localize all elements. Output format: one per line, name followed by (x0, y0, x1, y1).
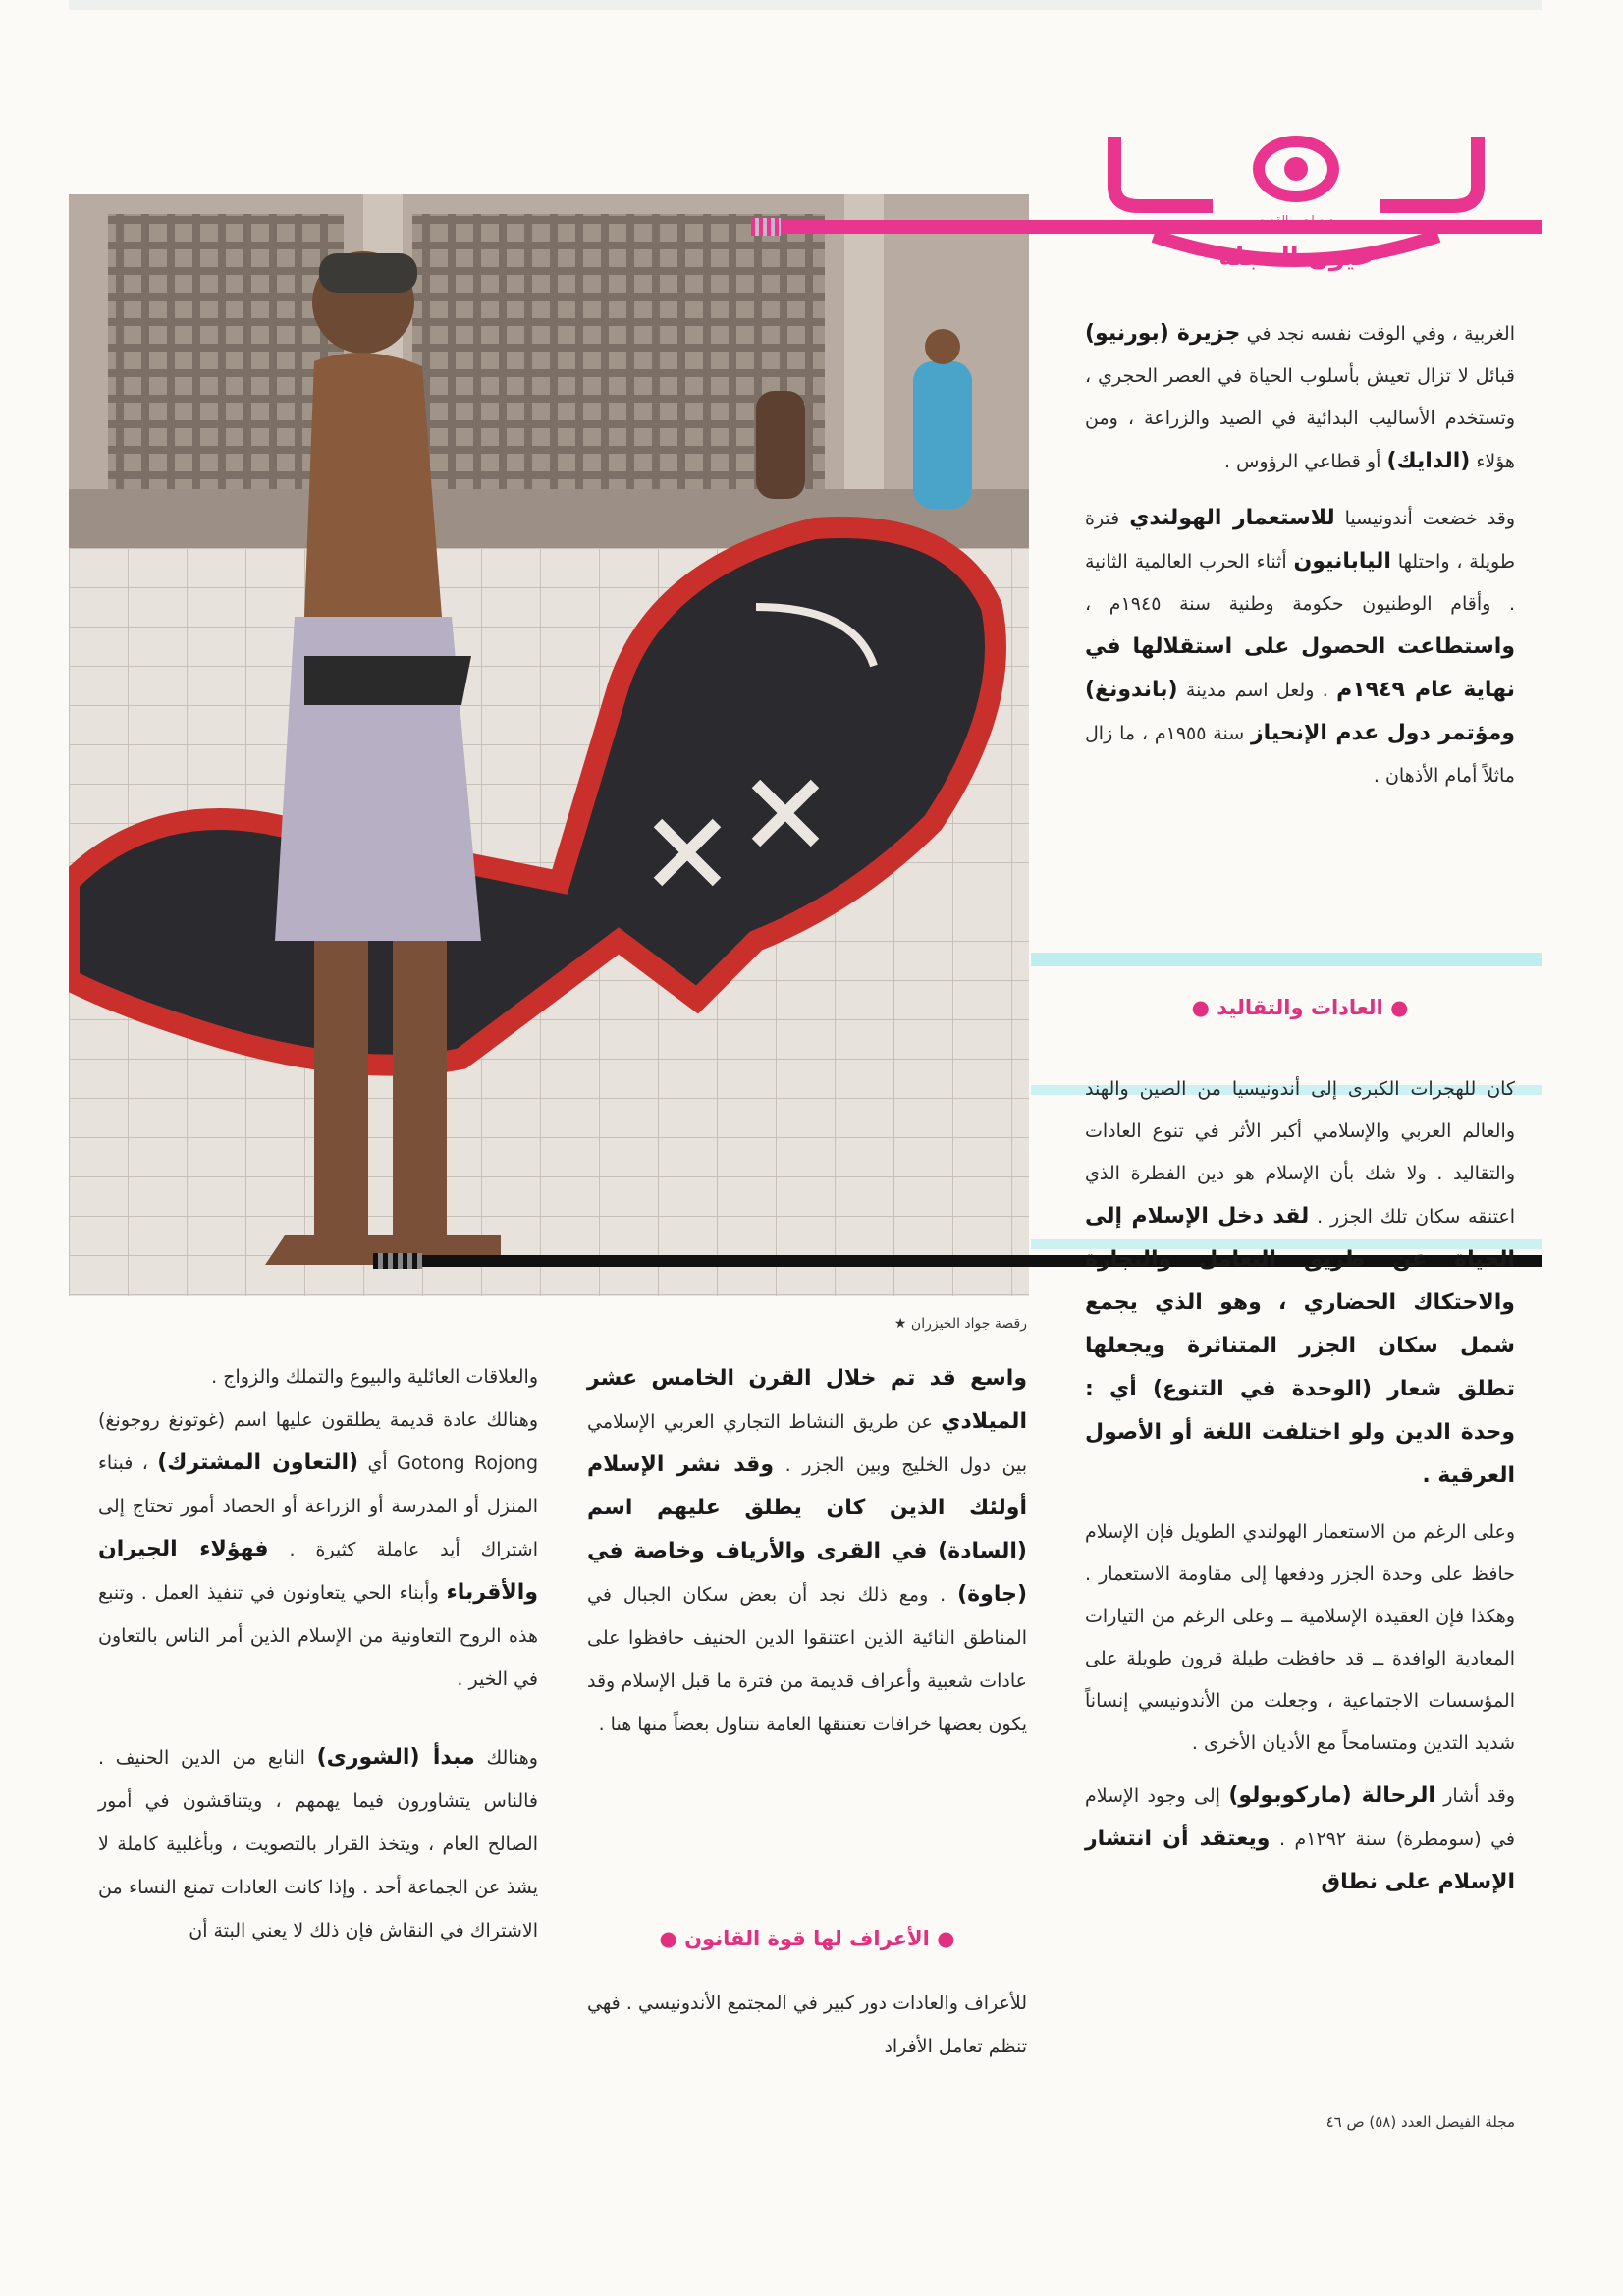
section-heading: ● الأعراف لها قوة القانون ● (659, 1927, 955, 1950)
top-scan-band (69, 0, 1542, 10)
paragraph: وقد أشار الرحالة (ماركوبولو) إلى وجود الإسلام في (سومطرة) سنة ١٢٩٢م . ويعتقد أن انتشار الإسلام على نطاق (1085, 1783, 1516, 1894)
paragraph: الغربية ، وفي الوقت نفسه نجد في جزيرة (بورنيو) قبائل لا تزال تعيش بأسلوب الحياة في العصر الحجري ، وتستخدم الأساليب البدائية في الصيد والزراعة ، ومن هؤلاء (الدايك) أو قطاعي الرؤوس . (1085, 321, 1515, 473)
logo-text: عيون المجلة (1218, 243, 1374, 272)
section-heading: ● العادات والتقاليد ● (1191, 996, 1409, 1019)
black-scan-glitch (373, 1253, 422, 1269)
dancer-photo (69, 194, 1029, 1296)
middle-column-bottom (587, 1982, 1027, 2068)
paragraph: وهنالك مبدأ (الشورى) النابع من الدين الحنيف . فالناس يتشاورون فيما يهمهم ، ويتناقشون في أمور الصالح العام ، ويتخذ القرار بالتصويت ، وبأغلبية كاملة لا يشذ عن الجماعة أحد . وإذا كانت العادات تمنع النساء من الاشتراك في النقاش فإن ذلك لا يعني البتة أن (98, 1745, 538, 1941)
right-column-top (1085, 312, 1515, 797)
magenta-rule-glitch (751, 218, 781, 236)
magenta-rule (756, 220, 1542, 234)
photo-caption: رقصة جواد الخيزران ★ (893, 1316, 1027, 1332)
paragraph: وعلى الرغم من الاستعمار الهولندي الطويل فإن الإسلام حافظ على وحدة الجزر ودفعها إلى مقاومة الاستعمار . وهكذا فإن العقيدة الإسلامية ــ وعلى الرغم من التيارات المعادية الوافدة ــ قد حافظت طيلة قرون طويلة على المؤسسات الاجتماعية ، وجعلت من الأندونيسي إنساناً شديد التدين ومتسامحاً مع الأديان الأخرى . (1085, 1521, 1515, 1754)
paragraph: والعلاقات العائلية والبيوع والتملك والزواج . (211, 1366, 538, 1388)
paragraph: وقد خضعت أندونيسيا للاستعمار الهولندي فترة طويلة ، واحتلها اليابانيون أثناء الحرب العالمية الثانية . وأقام الوطنيون حكومة وطنية سنة ١٩٤٥م ، واستطاعت الحصول على استقلالها في نهاية عام ١٩٤٩م . ولعل اسم مدينة (باندونغ) ومؤتمر دول عدم الإنحياز سنة ١٩٥٥م ، ما زال ماثلاً أمام الأذهان . (1085, 506, 1515, 787)
paragraph: وهنالك عادة قديمة يطلقون عليها اسم (غوتونغ روجونغ) Gotong Rojong أي (التعاون المشترك) ، فبناء المنزل أو المدرسة أو الزراعة أو الحصاد أمور تحتاج إلى اشتراك أيد عاملة كثيرة . فهؤلاء الجيران والأقرباء وأبناء الحي يتعاونون في تنفيذ العمل . وتنبع هذه الروح التعاونية من الإسلام الذين أمر الناس بالتعاون في الخير . (98, 1409, 539, 1690)
paragraph: واسع قد تم خلال القرن الخامس عشر الميلادي عن طريق النشاط التجاري العربي الإسلامي بين دول الخليج وبين الجزر . وقد نشر الإسلام أولئك الذين كان يطلق عليهم اسم (السادة) في القرى والأرياف وخاصة في (جاوة) . ومع ذلك نجد أن بعض سكان الجبال في المناطق النائية الذين اعتنقوا الدين الحنيف حافظوا على عادات شعبية وأعراف قديمة من فترة ما قبل الإسلام وقد يكون بعضها خرافات تعتنقها العامة نتناول بعضاً منها هنا . (587, 1366, 1027, 1735)
right-column-bottom (1085, 1068, 1515, 1904)
middle-column (587, 1357, 1027, 1746)
cyan-scan-stripe (1031, 953, 1542, 966)
paragraph: للأعراف والعادات دور كبير في المجتمع الأندونيسي . فهي تنظم تعامل الأفراد (587, 1993, 1027, 2057)
paragraph: كان للهجرات الكبرى إلى أندونيسيا من الصين والهند والعالم العربي والإسلامي أكبر الأثر في تنوع العادات والتقاليد . ولا شك بأن الإسلام هو دين الفطرة الذي اعتنقه سكان تلك الجزر . لقد دخل الإسلام إلى الحياة عن طريق التعامل والتجارة والاحتكاك الحضاري ، وهو الذي يجمع شمل سكان الجزر المتناثرة ويجعلها تطلق شعار (الوحدة في التنوع) أي : وحدة الدين ولو اختلفت اللغة أو الأصول العرقية . (1085, 1078, 1515, 1488)
page-footer: مجلة الفيصل العدد (٥٨) ص ٤٦ (1325, 2113, 1515, 2131)
left-column (98, 1355, 538, 1952)
magazine-section-logo (1095, 128, 1497, 285)
